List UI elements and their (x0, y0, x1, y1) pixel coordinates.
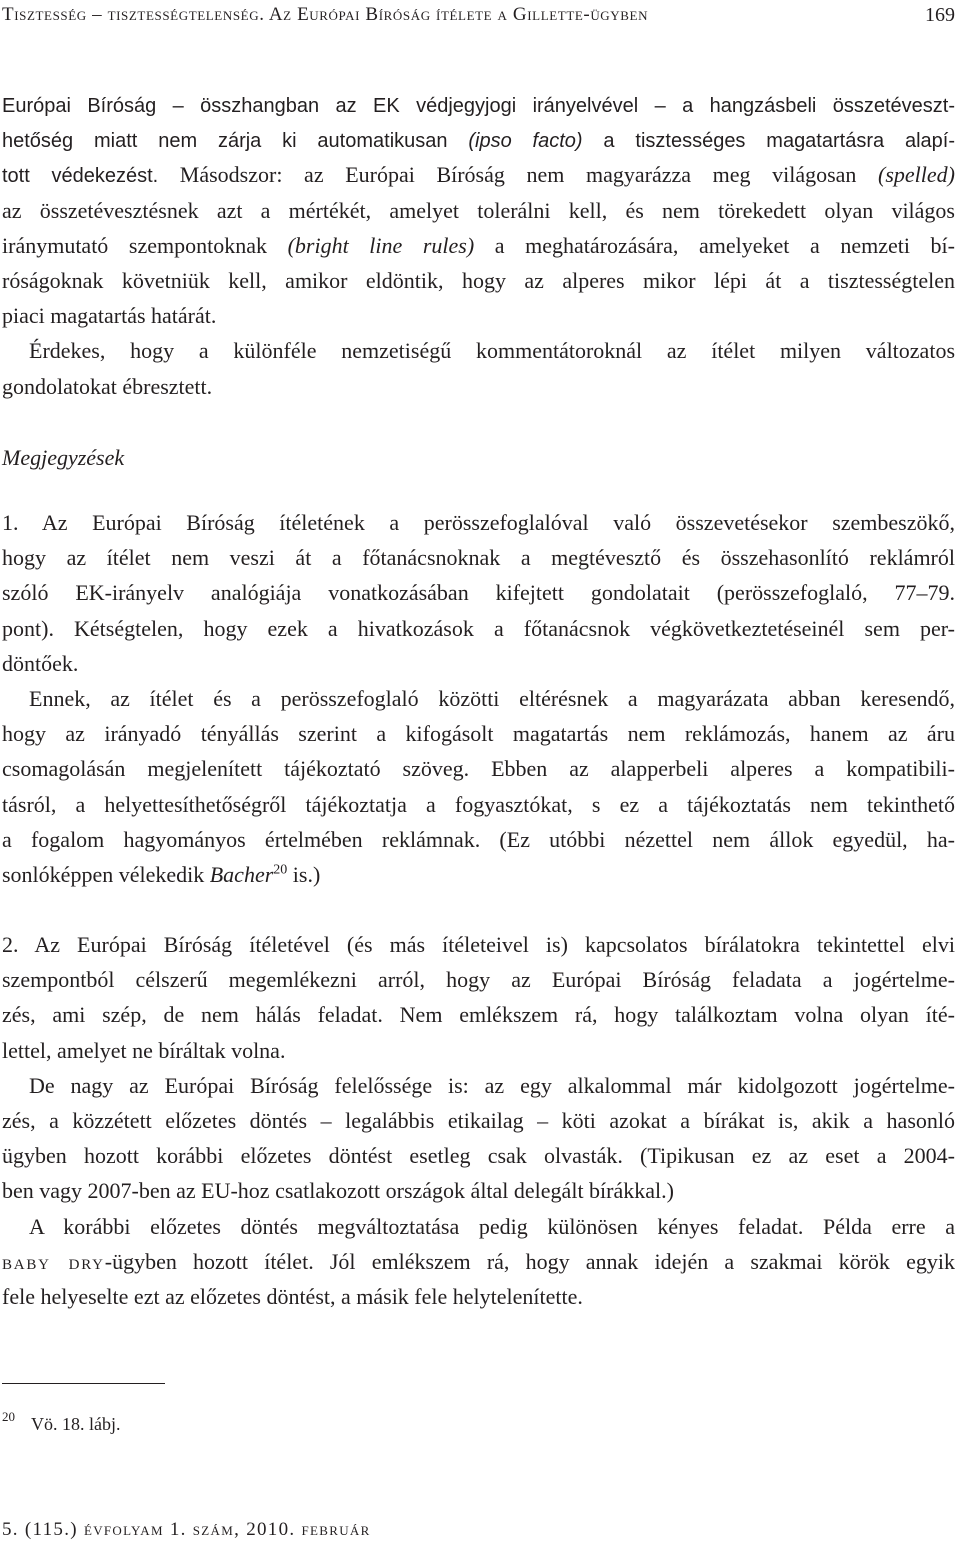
footnote-rule (2, 1383, 165, 1384)
footnote (2, 1409, 121, 1439)
text-line (2, 1173, 955, 1208)
text-run: szempontból célszerű megemlékezni arról, hogy az Európai Bíróság feladata a jogértelme- (2, 967, 955, 993)
text-run: 1. Az Európai Bíróság ítéletének a perösszefoglalóval való összevetésekor szembeszökő, (2, 510, 955, 535)
text-line (2, 751, 955, 786)
text-line (2, 716, 955, 751)
text-line (2, 193, 955, 228)
text-run: is.) (287, 861, 321, 887)
text-line (2, 87, 955, 122)
text-line (2, 787, 955, 822)
text-line (2, 369, 955, 404)
footnote-number: 20 (2, 1409, 15, 1424)
text-line (2, 333, 955, 368)
italic-text: (bright line rules) (287, 232, 475, 258)
paragraph (2, 505, 955, 681)
text-run: iránymutató szempontoknak (2, 232, 288, 258)
text-run: 2. Az Európai Bíróság ítéletével (és más ítéleteivel is) kapcsolatos bírálatokra tekintettel elvi (2, 932, 955, 957)
running-header-title: Tisztesség – tisztességtelenség. Az Európai Bíróság ítélete a Gillette-ügyben (2, 4, 649, 25)
text-run: Ennek, az ítélet és a perösszefoglaló közötti eltérésnek a magyarázata abban keresendő, (29, 685, 955, 711)
text-run: az összetévesztésnek azt a mértékét, amelyet tolerálni kell, és nem törekedett olyan világos (2, 197, 955, 223)
text-line (2, 1244, 955, 1279)
text-line (2, 962, 955, 997)
text-line (2, 681, 955, 716)
text-run: ben vagy 2007-ben az EU-hoz csatlakozott országok által delegált bírákkal.) (2, 1178, 674, 1204)
text-run: tásról, a helyettesíthetőségről tájékoztatja a fogyasztókat, s ez a tájékoztatás nem tekinthető (2, 791, 955, 817)
note-2 (2, 927, 955, 1314)
sans-text: Európai Bíróság – összhangban az EK védjegyjogi irányelvével – a hangzásbeli összetéveszt- (2, 95, 955, 117)
note-1 (2, 505, 955, 892)
text-line (2, 505, 955, 540)
text-line (2, 927, 955, 962)
paragraph (2, 333, 955, 403)
text-line (2, 1103, 955, 1138)
text-run: gondolatokat ébresztett. (2, 373, 213, 399)
text-run: De nagy az Európai Bíróság felelőssége is: az egy alkalommal már kidolgozott jogértelme- (29, 1072, 955, 1098)
page-number: 169 (925, 4, 955, 26)
text-line (2, 822, 955, 857)
text-line (2, 1138, 955, 1173)
text-line (2, 1279, 955, 1314)
sans-text: hetőség miatt nem zárja ki automatikusan (2, 130, 469, 153)
text-run: Érdekes, hogy a különféle nemzetiségű kommentátoroknál az ítélet milyen változatos (29, 338, 955, 364)
sans-text: tott védekezést. (2, 165, 159, 188)
text-run: döntőek. (2, 650, 79, 676)
text-run: szóló EK-irányelv analógiája vonatkozásában kifejtett gondolatait (perösszefoglaló, 77–79. (2, 580, 955, 606)
text-run: zés, a közzétett előzetes döntés – legalábbis etikailag – köti azokat a bírákat is, akik a hasonló (2, 1107, 955, 1133)
small-caps-text: baby dry (2, 1248, 105, 1274)
text-run: hogy az ítélet nem veszi át a főtanácsnoknak a megtévesztő és összehasonlító reklámról (2, 545, 955, 571)
paragraph (2, 1209, 955, 1315)
text-run: zés, ami szép, de nem hálás feladat. Nem emlékszem rá, hogy találkoztam volna olyan íté- (2, 1002, 955, 1028)
text-run: róságoknak követniük kell, amikor eldöntik, hogy az alperes mikor lépi át a tisztességtelen (2, 267, 955, 293)
text-run: piaci magatartás határát. (2, 303, 217, 329)
text-run: pont). Kétségtelen, hogy ezek a hivatkozások a főtanácsnok végkövetkeztetéseinél sem per- (2, 615, 955, 641)
text-line (2, 228, 955, 263)
text-run: sonlóképpen vélekedik (2, 861, 210, 887)
text-line (2, 575, 955, 610)
paragraph (2, 87, 955, 333)
text-run: A korábbi előzetes döntés megváltoztatása pedig különösen kényes feladat. Példa erre a (29, 1213, 955, 1239)
paragraph (2, 1068, 955, 1209)
text-run: Másodszor: az Európai Bíróság nem magyarázza meg világosan (158, 162, 879, 188)
text-run: -ügyben hozott ítélet. Jól emlékszem rá, hogy annak idején a szakmai körök egyik (104, 1248, 955, 1274)
text-run: hogy az irányadó tényállás szerint a kifogásolt magatartás nem reklámozás, hanem az áru (2, 721, 955, 747)
footnote-reference: 20 (273, 862, 288, 878)
text-line (2, 540, 955, 575)
text-line (2, 122, 955, 157)
text-line (2, 611, 955, 646)
text-run: csomagolásán megjelenített tájékoztató szöveg. Ebben az alapperbeli alperes a kompatibili- (2, 756, 955, 782)
paragraph (2, 927, 955, 1068)
footnote-text: Vö. 18. lábj. (31, 1414, 121, 1434)
text-run: a meghatározására, amelyeket a nemzeti bí- (474, 232, 955, 258)
running-header (2, 1, 955, 29)
italic-text: (ipso facto) (468, 130, 583, 153)
text-line (2, 997, 955, 1032)
text-line (2, 857, 955, 892)
text-line (2, 1033, 955, 1068)
text-line (2, 1209, 955, 1244)
text-line (2, 1068, 955, 1103)
paragraph (2, 681, 955, 892)
page-footer: 5. (115.) évfolyam 1. szám, 2010. február (2, 1519, 371, 1540)
text-line (2, 646, 955, 681)
text-run: a fogalom hagyományos értelmében reklámnak. (Ez utóbbi nézettel nem állok egyedül, ha- (2, 826, 955, 852)
article-body (2, 87, 955, 404)
sans-text: a tisztességes magatartásra alapí- (582, 130, 955, 153)
text-line (2, 157, 955, 192)
italic-text: (spelled) (878, 162, 955, 188)
section-heading: Megjegyzések (2, 445, 125, 470)
text-run: fele helyeselte ezt az előzetes döntést, a másik fele helytelenítette. (2, 1283, 583, 1309)
text-run: ügyben hozott korábbi előzetes döntést esetleg csak olvasták. (Tipikusan ez az eset a 2004- (2, 1143, 955, 1169)
text-line (2, 263, 955, 298)
text-run: lettel, amelyet ne bíráltak volna. (2, 1037, 286, 1063)
text-line (2, 298, 955, 333)
italic-text: Bacher (209, 861, 274, 887)
